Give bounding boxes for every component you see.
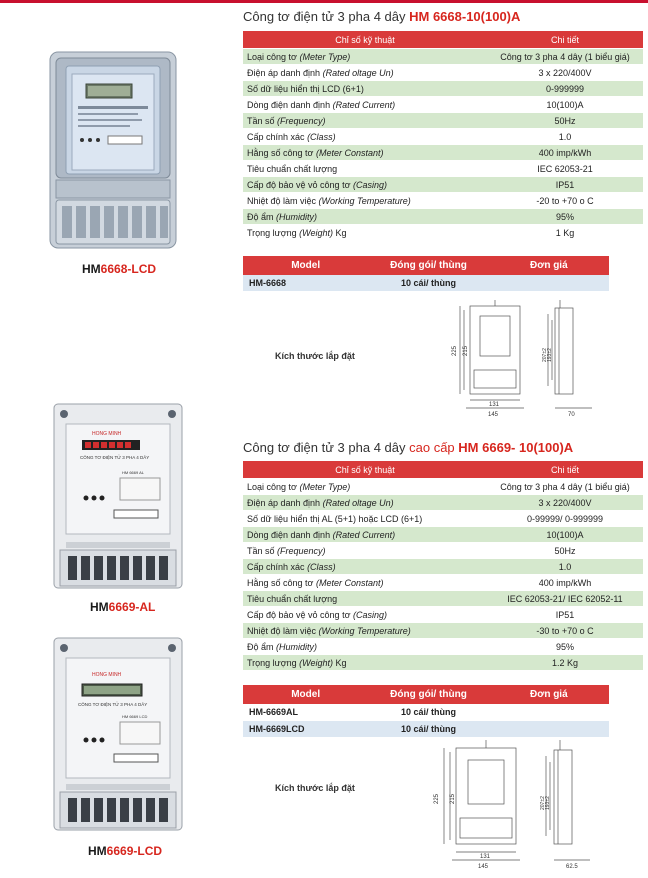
install-label-6669: Kích thước lắp đặt: [275, 783, 355, 793]
spec-row: Loại công tơ (Meter Type) Công tơ 3 pha 4 dây (1 biểu giá): [243, 479, 643, 495]
spec-row: Trọng lượng (Weight) Kg 1.2 Kg: [243, 655, 643, 671]
meter-model-label: HM 6669 AL: [122, 470, 145, 475]
meter-title-label: CÔNG TƠ ĐIỆN TỬ 3 PHA 4 DÂY: [80, 455, 150, 460]
pack-row: HM-6668 10 cái/ thùng: [243, 275, 609, 292]
spec-header-detail: Chi tiết: [487, 31, 643, 49]
spec-row: Điện áp danh định (Rated oltage Un) 3 x 220/400V: [243, 495, 643, 511]
spec-header-detail: Chi tiết: [487, 461, 643, 479]
package-table-6669: [243, 685, 609, 738]
spec-row: Hằng số công tơ (Meter Constant) 400 imp/kWh: [243, 575, 643, 591]
spec-row: Dòng điện danh định (Rated Current) 10(100)A: [243, 527, 643, 543]
product-caption-6669-al: HM6669-AL: [90, 600, 156, 614]
dim-side-b: 193±2: [545, 796, 551, 810]
dim-width-inner: 131: [480, 854, 491, 860]
dim-side-b: 193±2: [547, 348, 553, 362]
spec-row: Điện áp danh định (Rated oltage Un) 3 x 220/400V: [243, 65, 643, 81]
meter-6669-lcd-image: [52, 636, 184, 832]
spec-row: Cấp độ bảo vệ vỏ công tơ (Casing) IP51: [243, 607, 643, 623]
spec-row: Dòng điện danh định (Rated Current) 10(100)A: [243, 97, 643, 113]
spec-row: Cấp độ bảo vệ vỏ công tơ (Casing) IP51: [243, 177, 643, 193]
pack-header-model: Model: [243, 685, 368, 704]
pack-header-price: Đơn giá: [489, 685, 609, 704]
spec-row: Tần số (Frequency) 50Hz: [243, 543, 643, 559]
pack-header-pack: Đóng gói/ thùng: [368, 685, 488, 704]
spec-row: Tiêu chuẩn chất lượng IEC 62053-21/ IEC 62052-11: [243, 591, 643, 607]
dim-height-inner: 215: [450, 793, 456, 804]
section-title-6668: Công tơ điện tử 3 pha 4 dây HM 6668-10(100)A: [243, 9, 521, 24]
product-caption-6669-lcd: HM6669-LCD: [88, 844, 163, 858]
spec-row: Hằng số công tơ (Meter Constant) 400 imp/kWh: [243, 145, 643, 161]
dimension-drawing-6668: [440, 300, 610, 422]
pack-header-model: Model: [243, 256, 368, 275]
package-table-6668: [243, 256, 609, 292]
spec-row: Độ ẩm (Humidity) 95%: [243, 209, 643, 225]
spec-row: Nhiệt độ làm việc (Working Temperature) -30 to +70 o C: [243, 623, 643, 639]
meter-title-label-2: CÔNG TƠ ĐIỆN TỬ 3 PHA 4 DÂY: [78, 702, 148, 707]
dim-depth: 62.5: [566, 864, 578, 870]
spec-row: Cấp chính xác (Class) 1.0: [243, 559, 643, 575]
dim-width-outer: 145: [488, 412, 499, 418]
spec-row: Số dữ liệu hiển thị AL (5+1) hoặc LCD (6+1) 0-99999/ 0-999999: [243, 511, 643, 527]
pack-row: HM-6669AL 10 cái/ thùng: [243, 704, 609, 721]
dim-height-inner: 215: [463, 345, 469, 356]
spec-row: Cấp chính xác (Class) 1.0: [243, 129, 643, 145]
spec-row: Độ ẩm (Humidity) 95%: [243, 639, 643, 655]
meter-model-label-2: HM 6669 LCD: [122, 714, 148, 719]
pack-header-price: Đơn giá: [489, 256, 609, 275]
meter-brand-label: HONG MINH: [92, 431, 122, 437]
dimension-drawing-6669: [420, 740, 600, 872]
dim-width-outer: 145: [478, 864, 489, 870]
dim-width-inner: 131: [489, 402, 500, 408]
spec-row: Trọng lượng (Weight) Kg 1 Kg: [243, 225, 643, 241]
meter-brand-label-2: HONG MINH: [92, 672, 122, 678]
spec-row: Tần số (Frequency) 50Hz: [243, 113, 643, 129]
dim-depth: 70: [568, 412, 575, 418]
spec-table-6669: [243, 461, 643, 671]
spec-row: Số dữ liệu hiển thị LCD (6+1) 0-999999: [243, 81, 643, 97]
dim-side-a: 207±2: [542, 348, 548, 362]
spec-table-6668: [243, 31, 643, 241]
spec-header-label: Chỉ số kỹ thuật: [243, 461, 487, 479]
install-label-6668: Kích thước lắp đặt: [275, 351, 355, 361]
dim-height-outer: 225: [452, 345, 458, 356]
meter-6668-image: [48, 50, 178, 250]
spec-header-label: Chỉ số kỹ thuật: [243, 31, 487, 49]
pack-row: HM-6669LCD 10 cái/ thùng: [243, 721, 609, 738]
spec-row: Nhiệt độ làm việc (Working Temperature) -20 to +70 o C: [243, 193, 643, 209]
product-caption-6668: HM6668-LCD: [82, 262, 157, 276]
top-rule: [0, 0, 648, 3]
dim-height-outer: 225: [434, 793, 440, 804]
meter-6669-al-image: [52, 402, 184, 590]
pack-header-pack: Đóng gói/ thùng: [368, 256, 488, 275]
dim-side-a: 207±2: [540, 796, 546, 810]
spec-row: Tiêu chuẩn chất lượng IEC 62053-21: [243, 161, 643, 177]
spec-row: Loại công tơ (Meter Type) Công tơ 3 pha 4 dây (1 biểu giá): [243, 49, 643, 65]
section-title-6669: Công tơ điện tử 3 pha 4 dây cao cấp HM 6669- 10(100)A: [243, 440, 574, 455]
